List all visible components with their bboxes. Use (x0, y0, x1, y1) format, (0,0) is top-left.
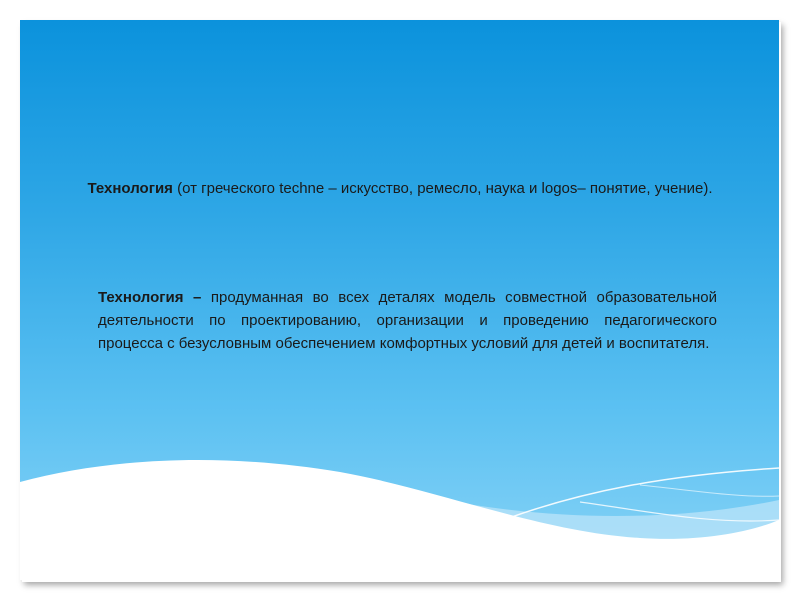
wave-line-3 (640, 485, 779, 496)
definition-technology-model (98, 286, 717, 355)
definition-technology-etymology (60, 178, 740, 200)
slide (20, 20, 779, 580)
definition-2-text: продуманная во всех деталях модель совместной образовательной деятельности по проектированию, организации и проведению педагогического процесса с безусловным обеспечением комфортных условий для детей и воспитателя. (98, 289, 717, 352)
definition-1-text: (от греческого techne – искусство, ремесло, наука и logos– понятие, учение). (172, 180, 713, 197)
definition-1-term: Технология (87, 180, 173, 197)
definition-2-term: Технология – (98, 289, 211, 306)
